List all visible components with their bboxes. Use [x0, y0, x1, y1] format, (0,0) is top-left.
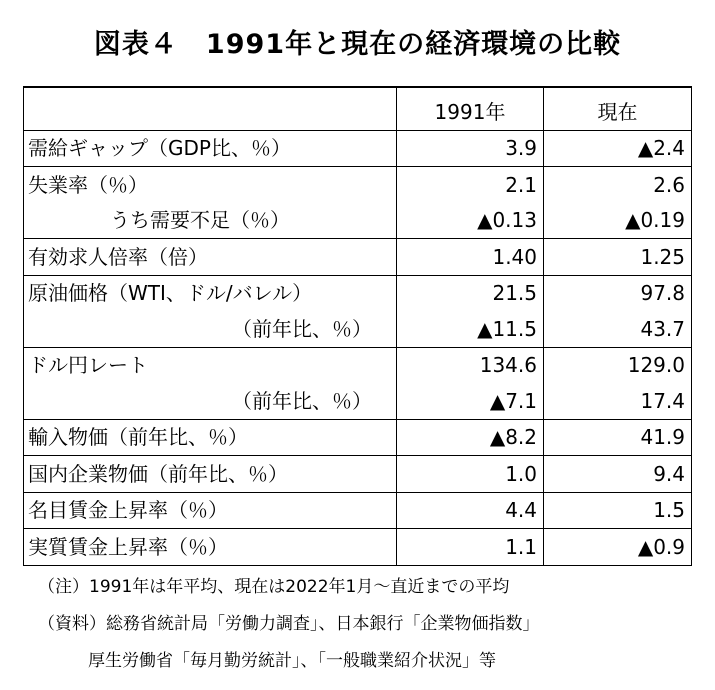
- row-label: 原油価格（WTI、ドル/バレル）: [24, 275, 397, 311]
- value-now: 1.5: [544, 492, 692, 529]
- value-now: ▲0.19: [544, 203, 692, 239]
- value-now: 9.4: [544, 456, 692, 493]
- source-text-continued: 厚生労働省「毎月勤労統計」、「一般職業紹介状況」等: [88, 651, 496, 671]
- value-1991: 4.4: [397, 492, 544, 529]
- table-row: [24, 492, 692, 529]
- value-1991: 3.9: [397, 130, 544, 167]
- value-1991: 1.0: [397, 456, 544, 493]
- value-1991: ▲0.13: [397, 203, 544, 239]
- value-1991: ▲8.2: [397, 419, 544, 456]
- row-label: 有効求人倍率（倍）: [24, 239, 397, 276]
- table-row: [24, 456, 692, 493]
- header-cell-empty: [24, 87, 397, 130]
- table-row: [24, 275, 692, 311]
- note-text: （注）1991年は年平均、現在は2022年1月～直近までの平均: [38, 577, 510, 597]
- value-1991: 2.1: [397, 167, 544, 203]
- value-1991: ▲7.1: [397, 383, 544, 419]
- row-label: 失業率（％）: [24, 167, 397, 203]
- row-label: ドル円レート: [24, 347, 397, 383]
- source-text: （資料）総務省統計局「労働力調査」、日本銀行「企業物価指数」: [38, 614, 540, 634]
- value-now: 17.4: [544, 383, 692, 419]
- page-title: 図表４ 1991年と現在の経済環境の比較: [93, 29, 622, 60]
- value-1991: 1.40: [397, 239, 544, 276]
- table-row: [24, 203, 692, 239]
- table-row: [24, 383, 692, 419]
- value-now: ▲0.9: [544, 529, 692, 566]
- table-row: [24, 130, 692, 167]
- value-1991: ▲11.5: [397, 311, 544, 347]
- table-row: [24, 419, 692, 456]
- value-now: 97.8: [544, 275, 692, 311]
- value-now: 43.7: [544, 311, 692, 347]
- header-cell-now: 現在: [544, 87, 692, 130]
- value-now: 129.0: [544, 347, 692, 383]
- value-1991: 1.1: [397, 529, 544, 566]
- comparison-table: [23, 86, 692, 566]
- row-label: （前年比、％）: [24, 311, 397, 347]
- table-row: [24, 167, 692, 203]
- table-row: [24, 311, 692, 347]
- header-cell-1991: 1991年: [397, 87, 544, 130]
- row-label: （前年比、％）: [24, 383, 397, 419]
- table-row: [24, 239, 692, 276]
- row-label: 名目賃金上昇率（％）: [24, 492, 397, 529]
- row-label: 国内企業物価（前年比、％）: [24, 456, 397, 493]
- table-row: [24, 529, 692, 566]
- table-header-row: [24, 87, 692, 130]
- value-1991: 134.6: [397, 347, 544, 383]
- row-label: うち需要不足（％）: [24, 203, 397, 239]
- table-row: [24, 347, 692, 383]
- row-label: 実質賃金上昇率（％）: [24, 529, 397, 566]
- row-label: 輸入物価（前年比、％）: [24, 419, 397, 456]
- value-now: ▲2.4: [544, 130, 692, 167]
- value-now: 41.9: [544, 419, 692, 456]
- row-label: 需給ギャップ（GDP比、％）: [24, 130, 397, 167]
- value-1991: 21.5: [397, 275, 544, 311]
- value-now: 1.25: [544, 239, 692, 276]
- value-now: 2.6: [544, 167, 692, 203]
